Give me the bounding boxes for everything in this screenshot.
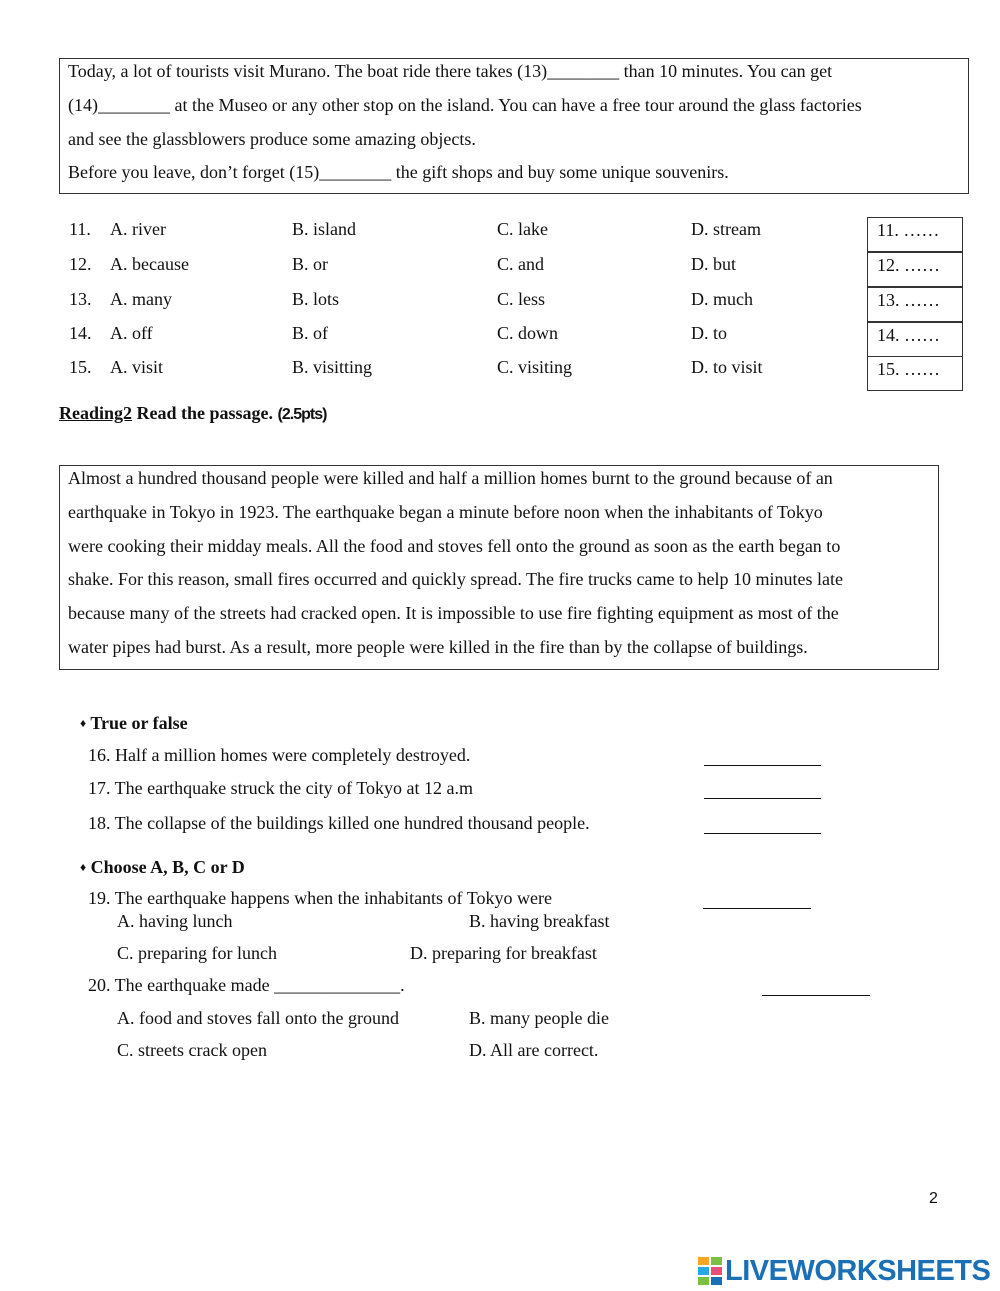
liveworksheets-logo-icon <box>698 1257 722 1285</box>
option-b: B. island <box>292 219 357 239</box>
reading-2-instruction: Read the passage. <box>132 403 274 423</box>
question-16: 16. Half a million homes were completely destroyed. <box>88 745 471 765</box>
question-row-11 <box>0 219 1000 253</box>
option-c: C. down <box>497 323 559 343</box>
q19-option-a: A. having lunch <box>117 911 233 931</box>
passage-2-box <box>59 465 939 670</box>
answer-blank-16[interactable] <box>704 765 821 766</box>
q20-option-a: A. food and stoves fall onto the ground <box>117 1008 399 1028</box>
diamond-bullet-icon: ♦ <box>80 860 87 874</box>
option-a: A. river <box>110 219 166 239</box>
passage-1-box <box>59 58 969 194</box>
question-number: 11. <box>69 219 91 239</box>
liveworksheets-logo <box>698 1254 990 1288</box>
option-c: C. less <box>497 289 546 309</box>
question-18: 18. The collapse of the buildings killed one hundred thousand people. <box>88 813 590 833</box>
answer-box-12[interactable]: 12. …… <box>867 252 963 287</box>
diamond-bullet-icon: ♦ <box>80 716 87 730</box>
option-b: B. visitting <box>292 357 373 377</box>
answer-blank-18[interactable] <box>704 833 821 834</box>
liveworksheets-brand-text: LIVEWORKSHEETS <box>725 1254 991 1287</box>
q19-option-c: C. preparing for lunch <box>117 943 277 963</box>
q20-option-c: C. streets crack open <box>117 1040 267 1060</box>
question-20-stem: 20. The earthquake made ______________. <box>88 975 405 995</box>
passage-2-line: Almost a hundred thousand people were killed and half a million homes burnt to the ground because of an <box>68 468 833 488</box>
question-row-13 <box>0 289 1000 323</box>
reading-2-label: Reading2 <box>59 403 133 423</box>
q20-option-b: B. many people die <box>469 1008 609 1028</box>
passage-1-line: Before you leave, don’t forget (15)________ the gift shops and buy some unique souvenirs. <box>68 162 729 182</box>
q20-option-d: D. All are correct. <box>469 1040 599 1060</box>
option-d: D. stream <box>691 219 761 239</box>
answer-box-13[interactable]: 13. …… <box>867 287 963 322</box>
option-c: C. lake <box>497 219 548 239</box>
answer-blank-20[interactable] <box>762 995 870 996</box>
passage-1-line: Today, a lot of tourists visit Murano. The boat ride there takes (13)________ than 10 minutes. You can get <box>68 61 833 81</box>
option-a: A. because <box>110 254 189 274</box>
page-number: 2 <box>929 1190 938 1207</box>
question-row-12 <box>0 254 1000 288</box>
option-d: D. but <box>691 254 736 274</box>
option-d: D. to visit <box>691 357 763 377</box>
passage-2-line: because many of the streets had cracked open. It is impossible to use fire fighting equipment as most of the <box>68 603 839 623</box>
question-number: 13. <box>69 289 92 309</box>
option-b: B. of <box>292 323 328 343</box>
passage-1-line: and see the glassblowers produce some amazing objects. <box>68 129 476 149</box>
answer-box-11[interactable]: 11. …… <box>867 217 963 252</box>
option-d: D. to <box>691 323 727 343</box>
answer-box-14[interactable]: 14. …… <box>867 322 963 357</box>
option-d: D. much <box>691 289 753 309</box>
reading-2-heading <box>59 403 326 424</box>
question-number: 14. <box>69 323 92 343</box>
passage-2-line: shake. For this reason, small fires occurred and quickly spread. The fire trucks came to help 10 minutes late <box>68 569 843 589</box>
option-a: A. visit <box>110 357 164 377</box>
question-number: 12. <box>69 254 92 274</box>
true-false-heading <box>80 713 188 734</box>
passage-2-line: earthquake in Tokyo in 1923. The earthquake began a minute before noon when the inhabitants of Tokyo <box>68 502 823 522</box>
answer-box-15[interactable]: 15. …… <box>867 356 963 391</box>
passage-2-line: water pipes had burst. As a result, more people were killed in the fire than by the collapse of buildings. <box>68 637 808 657</box>
option-c: C. and <box>497 254 544 274</box>
passage-1-line: (14)________ at the Museo or any other stop on the island. You can have a free tour around the glass factories <box>68 95 862 115</box>
question-row-14 <box>0 323 1000 357</box>
option-b: B. lots <box>292 289 340 309</box>
question-number: 15. <box>69 357 92 377</box>
true-false-title: True or false <box>90 713 188 733</box>
reading-2-points: (2.5pts) <box>277 406 327 423</box>
option-c: C. visiting <box>497 357 573 377</box>
q19-option-b: B. having breakfast <box>469 911 610 931</box>
question-19-stem: 19. The earthquake happens when the inhabitants of Tokyo were <box>88 888 552 908</box>
option-a: A. many <box>110 289 172 309</box>
question-17: 17. The earthquake struck the city of Tokyo at 12 a.m <box>88 778 473 798</box>
answer-blank-17[interactable] <box>704 798 821 799</box>
choose-heading <box>80 857 245 878</box>
option-b: B. or <box>292 254 328 274</box>
answer-blank-19[interactable] <box>703 908 811 909</box>
q19-option-d: D. preparing for breakfast <box>410 943 597 963</box>
passage-2-line: were cooking their midday meals. All the food and stoves fell onto the ground as soon as the earth began to <box>68 536 841 556</box>
choose-title: Choose A, B, C or D <box>90 857 245 877</box>
option-a: A. off <box>110 323 153 343</box>
question-row-15 <box>0 357 1000 391</box>
